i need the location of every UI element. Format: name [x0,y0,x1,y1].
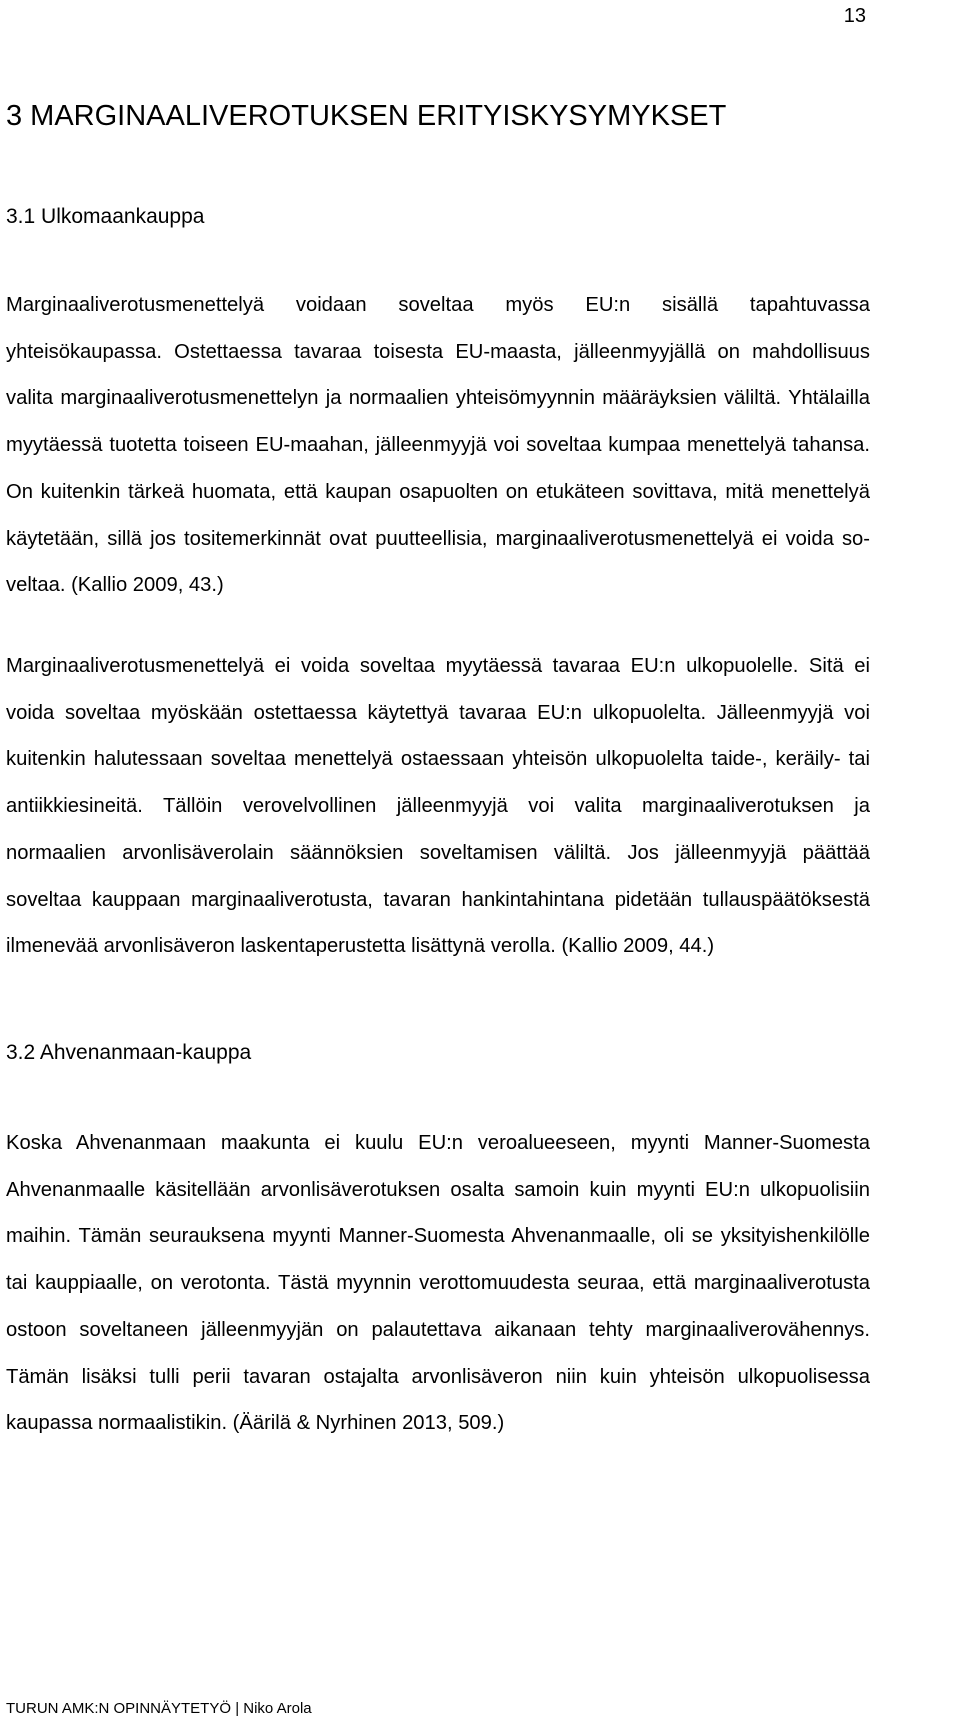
paragraph: Koska Ahvenanmaan maakunta ei kuulu EU:n veroalueeseen, myynti Manner-Suomesta Ahvenanmaalle käsitellään arvonlisäverotuksen osalta samoin kuin myynti EU:n ulkopuolisiin maihin. Tämän seurauksena myynti Manner-Suomesta Ahvenanmaalle, oli se yksityishenkilölle tai kauppiaalle, on verotonta. Tästä myynnin verottomuudesta seuraa, että marginaaliverotusta ostoon soveltaneen jälleenmyyjän on palautettava aikanaan tehty marginaaliverovähennys. Tämän lisäksi tulli perii tavaran ostajalta arvonlisäveron niin kuin yhteisön ulkopuolisessa kaupassa normaalistikin. (Äärilä & Nyrhinen 2013, 509.) [6,1132,870,1435]
section-title-ulkomaankauppa: 3.1 Ulkomaankauppa [6,205,205,228]
page-footer: TURUN AMK:N OPINNÄYTETYÖ | Niko Arola [6,1700,312,1717]
paragraph: Marginaaliverotusmenettelyä voidaan soveltaa myös EU:n sisällä tapahtuvassa yhteisökaupassa. Ostettaessa tavaraa toisesta EU-maasta, jälleenmyyjällä on mahdollisuus valita marginaaliverotusmenettelyn ja normaalien yhteisömyynnin määräyksien väliltä. Yhtälailla myytäessä tuotetta toiseen EU-maahan, jälleenmyyjä voi soveltaa kumpaa menettelyä tahansa. On kuitenkin tärkeä huomata, että kaupan osapuolten on etukäteen sovittava, mitä menettelyä käytetään, sillä jos tositemerkinnät ovat puutteellisia, marginaaliverotusmenettelyä ei voida soveltaa. (Kallio 2009, 43.) [6,294,870,597]
paragraph: Marginaaliverotusmenettelyä ei voida soveltaa myytäessä tavaraa EU:n ulkopuolelle. Sitä ei voida soveltaa myöskään ostettaessa käytettyä tavaraa EU:n ulkopuolelta. Jälleenmyyjä voi kuitenkin halutessaan soveltaa menettelyä ostaessaan yhteisön ulkopuolelta taide-, keräily- tai antiikkiesineitä. Tällöin verovelvollinen jälleenmyyjä voi valita marginaaliverotuksen ja normaalien arvonlisäverolain säännöksien soveltamisen väliltä. Jos jälleenmyyjä päättää soveltaa kauppaan marginaaliverotusta, tavaran hankintahintana pidetään tullauspäätöksestä ilmenevää arvonlisäveron laskentaperustetta lisättynä verolla. (Kallio 2009, 44.) [6,655,870,958]
section-title-ahvenanmaan-kauppa: 3.2 Ahvenanmaan-kauppa [6,1041,252,1064]
chapter-title: 3 MARGINAALIVEROTUKSEN ERITYISKYSYMYKSET [6,100,727,132]
page-number: 13 [843,5,866,27]
